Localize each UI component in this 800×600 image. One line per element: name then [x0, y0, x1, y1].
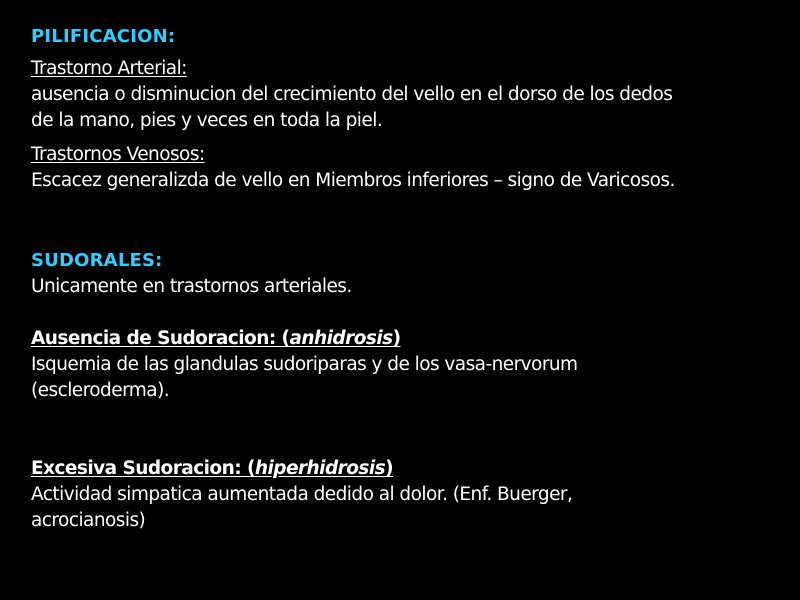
- ausencia-sudoracion-text-line-1: Isquemia de las glandulas sudoriparas y de los vasa-nervorum: [31, 354, 578, 375]
- excesiva-sudoracion-text-line-2: acrocianosis): [31, 510, 146, 531]
- excesiva-title-suffix: ): [385, 458, 393, 479]
- trastorno-arterial-text-line-1: ausencia o disminucion del crecimiento del vello en el dorso de los dedos: [31, 84, 673, 105]
- ausencia-title-prefix: Ausencia de Sudoracion: (: [31, 328, 290, 349]
- pilificacion-heading: PILIFICACION:: [31, 26, 176, 47]
- excesiva-sudoracion-title: [31, 456, 771, 482]
- trastorno-arterial-title: Trastorno Arterial:: [31, 58, 187, 79]
- sudorales-intro: Unicamente en trastornos arteriales.: [31, 276, 352, 297]
- ausencia-title-suffix: ): [392, 328, 401, 349]
- ausencia-sudoracion-title: [31, 326, 771, 352]
- trastornos-venosos-title: Trastornos Venosos:: [31, 144, 205, 165]
- trastornos-venosos-text-line-1: Escacez generalizda de vello en Miembros inferiores – signo de Varicosos.: [31, 170, 675, 191]
- anhidrosis-term: anhidrosis: [289, 328, 393, 349]
- ausencia-sudoracion-text-line-2: (escleroderma).: [31, 380, 170, 401]
- excesiva-title-prefix: Excesiva Sudoracion: (: [31, 458, 255, 479]
- trastorno-arterial-text-line-2: de la mano, pies y veces en toda la piel.: [31, 110, 383, 131]
- slide-content: [31, 24, 771, 534]
- sudorales-heading: SUDORALES:: [31, 250, 163, 271]
- excesiva-sudoracion-text-line-1: Actividad simpatica aumentada dedido al dolor. (Enf. Buerger,: [31, 484, 573, 505]
- hiperhidrosis-term: hiperhidrosis: [254, 458, 386, 479]
